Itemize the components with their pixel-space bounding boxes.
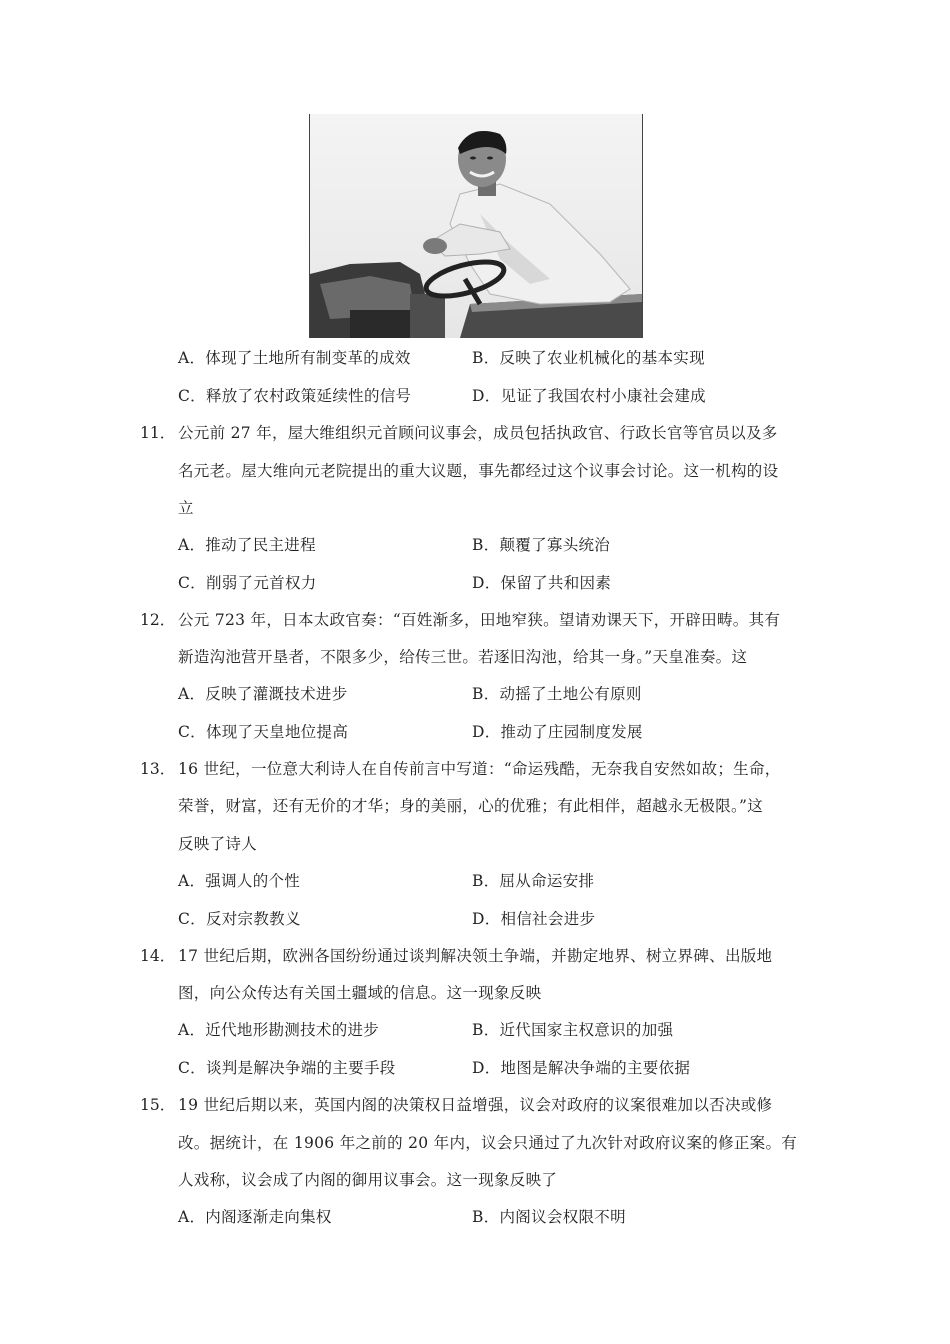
q15-stem-line-3: 人戏称，议会成了内阁的御用议事会。这一现象反映了 bbox=[178, 1171, 558, 1189]
q11-option-c: C．削弱了元首权力 bbox=[178, 574, 317, 592]
q10-option-d: D．见证了我国农村小康社会建成 bbox=[472, 387, 706, 405]
q14-option-d: D．地图是解决争端的主要依据 bbox=[472, 1059, 691, 1077]
q13-option-a: A．强调人的个性 bbox=[178, 872, 301, 890]
q14-number: 14． bbox=[140, 947, 176, 965]
q13-option-d: D．相信社会进步 bbox=[472, 910, 596, 928]
q15-number: 15． bbox=[140, 1096, 176, 1114]
q12-option-c: C．体现了天皇地位提高 bbox=[178, 723, 349, 741]
q13-stem-line-1: 16 世纪，一位意大利诗人在自传前言中写道：“命运残酷，无奈我自安然如故；生命， bbox=[178, 760, 781, 778]
q12-option-a: A．反映了灌溉技术进步 bbox=[178, 685, 348, 703]
q13-stem-line-2: 荣誉，财富，还有无价的才华；身的美丽，心的优雅；有此相伴，超越永无极限。”这 bbox=[178, 797, 764, 815]
q15-stem-line-2: 改。据统计，在 1906 年之前的 20 年内，议会只通过了九次针对政府议案的修正案。有 bbox=[178, 1134, 798, 1152]
q12-option-d: D．推动了庄园制度发展 bbox=[472, 723, 643, 741]
q11-option-a: A．推动了民主进程 bbox=[178, 536, 316, 554]
q12-stem-line-1: 公元 723 年，日本太政官奏：“百姓渐多，田地窄狭。望请劝课天下，开辟田畴。其有 bbox=[178, 611, 781, 629]
q14-stem-line-2: 图，向公众传达有关国土疆域的信息。这一现象反映 bbox=[178, 984, 542, 1002]
q12-option-b: B．动摇了土地公有原则 bbox=[472, 685, 642, 703]
q13-stem-line-3: 反映了诗人 bbox=[178, 835, 258, 853]
q14-option-a: A．近代地形勘测技术的进步 bbox=[178, 1021, 380, 1039]
q13-number: 13． bbox=[140, 760, 176, 778]
q10-option-c: C．释放了农村政策延续性的信号 bbox=[178, 387, 412, 405]
q12-stem-line-2: 新造沟池营开垦者，不限多少，给传三世。若逐旧沟池，给其一身。”天皇准奏。这 bbox=[178, 648, 748, 666]
q11-option-b: B．颠覆了寡头统治 bbox=[472, 536, 611, 554]
q13-option-c: C．反对宗教教义 bbox=[178, 910, 301, 928]
q14-stem-line-1: 17 世纪后期，欧洲各国纷纷通过谈判解决领土争端，并勘定地界、树立界碑、出版地 bbox=[178, 947, 773, 965]
q11-stem-line-3: 立 bbox=[178, 499, 194, 517]
q14-option-b: B．近代国家主权意识的加强 bbox=[472, 1021, 674, 1039]
q15-option-a: A．内阁逐渐走向集权 bbox=[178, 1208, 332, 1226]
q10-option-b: B．反映了农业机械化的基本实现 bbox=[472, 349, 705, 367]
q11-option-d: D．保留了共和因素 bbox=[472, 574, 612, 592]
q14-option-c: C．谈判是解决争端的主要手段 bbox=[178, 1059, 396, 1077]
q15-option-b: B．内阁议会权限不明 bbox=[472, 1208, 626, 1226]
q10-option-a: A．体现了土地所有制变革的成效 bbox=[178, 349, 411, 367]
q13-option-b: B．屈从命运安排 bbox=[472, 872, 595, 890]
q11-number: 11． bbox=[140, 424, 176, 442]
tractor-driver-photo bbox=[309, 114, 643, 338]
q11-stem-line-1: 公元前 27 年，屋大维组织元首顾问议事会，成员包括执政官、行政长官等官员以及多 bbox=[178, 424, 778, 442]
q15-stem-line-1: 19 世纪后期以来，英国内阁的决策权日益增强，议会对政府的议案很难加以否决或修 bbox=[178, 1096, 773, 1114]
q12-number: 12． bbox=[140, 611, 176, 629]
q11-stem-line-2: 名元老。屋大维向元老院提出的重大议题，事先都经过这个议事会讨论。这一机构的设 bbox=[178, 462, 779, 480]
